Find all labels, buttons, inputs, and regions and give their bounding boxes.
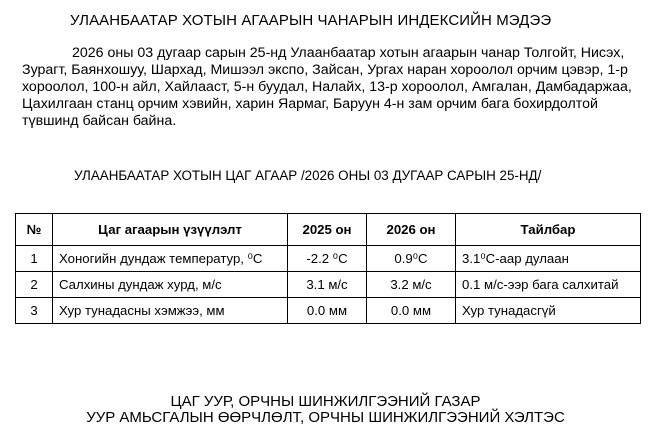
row-value-2025: -2.2 ⁰С bbox=[288, 246, 367, 272]
row-value-2026: 0.0 мм bbox=[367, 298, 456, 324]
row-number: 3 bbox=[16, 298, 53, 324]
row-indicator: Хур тунадасны хэмжээ, мм bbox=[53, 298, 288, 324]
table-header-row bbox=[16, 214, 641, 246]
table-row bbox=[16, 272, 641, 298]
row-indicator: Хоногийн дундаж температур, ⁰С bbox=[53, 246, 288, 272]
header-year-2026: 2026 он bbox=[367, 214, 456, 246]
header-indicator: Цаг агаарын үзүүлэлт bbox=[53, 214, 288, 246]
row-indicator: Салхины дундаж хурд, м/с bbox=[53, 272, 288, 298]
row-note: 3.1⁰С-аар дулаан bbox=[456, 246, 641, 272]
row-value-2025: 0.0 мм bbox=[288, 298, 367, 324]
weather-table bbox=[15, 213, 641, 324]
row-note: 0.1 м/с-ээр бага салхитай bbox=[456, 272, 641, 298]
weather-table-title: УЛААНБААТАР ХОТЫН ЦАГ АГААР /2026 ОНЫ 03 ДУГААР САРЫН 25-НД/ bbox=[74, 168, 542, 183]
row-number: 2 bbox=[16, 272, 53, 298]
row-number: 1 bbox=[16, 246, 53, 272]
footer-division: УУР АМЬСГАЛЫН ӨӨРЧЛӨЛТ, ОРЧНЫ ШИНЖИЛГЭЭНИЙ ХЭЛТЭС bbox=[86, 409, 565, 426]
row-value-2025: 3.1 м/с bbox=[288, 272, 367, 298]
row-value-2026: 0.9⁰С bbox=[367, 246, 456, 272]
header-year-2025: 2025 он bbox=[288, 214, 367, 246]
row-value-2026: 3.2 м/с bbox=[367, 272, 456, 298]
header-note: Тайлбар bbox=[456, 214, 641, 246]
table-row bbox=[16, 246, 641, 272]
header-number: № bbox=[16, 214, 53, 246]
table-row bbox=[16, 298, 641, 324]
row-note: Хур тунадасгүй bbox=[456, 298, 641, 324]
footer-department: ЦАГ УУР, ОРЧНЫ ШИНЖИЛГЭЭНИЙ ГАЗАР bbox=[170, 393, 481, 410]
air-quality-paragraph: 2026 оны 03 дугаар сарын 25-нд Улаанбаатар хотын агаарын чанар Толгойт, Нисэх, Зурагт, Баянхошуу, Шархад, Мишээл экспо, Зайсан, Ургах наран хороолол орчим цэвэр, 1-р хороолол, 100-н айл, Хайлааст, 5-н буудал, Налайх, 13-р хороолол, Амгалан, Дамбадаржаа, Цахилгаан станц орчим хэвийн, харин Яармаг, Баруун 4-н зам орчим бага бохирдолтой түвшинд байсан байна. bbox=[22, 45, 632, 129]
report-title: УЛААНБААТАР ХОТЫН АГААРЫН ЧАНАРЫН ИНДЕКСИЙН МЭДЭЭ bbox=[70, 12, 552, 29]
